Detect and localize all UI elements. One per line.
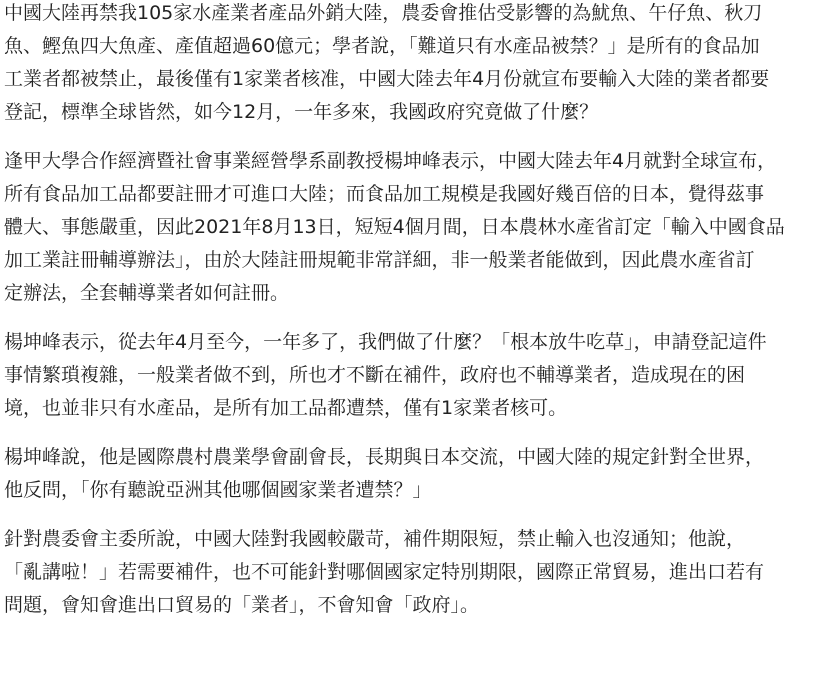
text-line: 逢甲大學合作經濟暨社會事業經營學系副教授楊坤峰表示，中國大陸去年4月就對全球宣布，: [4, 150, 777, 172]
text-line: 登記，標準全球皆然，如今12月，一年多來，我國政府究竟做了什麼？: [4, 101, 599, 123]
text-line: 體大、事態嚴重，因此2021年8月13日，短短4個月間，日本農林水產省訂定「輸入中國食品: [4, 216, 785, 238]
text-line: 定辦法，全套輔導業者如何註冊。: [4, 282, 290, 304]
text-line: 事情繁瑣複雜，一般業者做不到，所也才不斷在補件，政府也不輔導業者，造成現在的困: [4, 364, 746, 386]
paragraph-4: [4, 441, 836, 507]
text-line: 工業者都被禁止，最後僅有1家業者核准，中國大陸去年4月份就宣布要輸入大陸的業者都要: [4, 68, 770, 90]
text-line: 加工業註冊輔導辦法」，由於大陸註冊規範非常詳細，非一般業者能做到，因此農水產省訂: [4, 249, 755, 271]
text-line: 中國大陸再禁我105家水產業者產品外銷大陸，農委會推估受影響的為魷魚、午仔魚、秋刀: [4, 2, 763, 24]
text-line: 問題，會知會進出口貿易的「業者」，不會知會「政府」。: [4, 594, 480, 616]
text-line: 他反問，「你有聽說亞洲其他哪個國家業者遭禁？」: [4, 479, 432, 501]
text-line: 所有食品加工品都要註冊才可進口大陸；而食品加工規模是我國好幾百倍的日本，覺得茲事: [4, 183, 765, 205]
paragraph-3: [4, 326, 836, 425]
text-line: 境，也並非只有水產品，是所有加工品都遭禁，僅有1家業者核可。: [4, 397, 568, 419]
paragraph-2: [4, 145, 836, 310]
text-line: 魚、鰹魚四大魚產、產值超過60億元；學者說，「難道只有水產品被禁？」是所有的食品加: [4, 35, 760, 57]
text-line: 針對農委會主委所說，中國大陸對我國較嚴苛，補件期限短，禁止輸入也沒通知；他說，: [4, 528, 746, 550]
text-line: 楊坤峰說，他是國際農村農業學會副會長，長期與日本交流，中國大陸的規定針對全世界，: [4, 446, 765, 468]
paragraph-5: [4, 523, 836, 622]
paragraph-1: [4, 0, 836, 129]
text-line: 「亂講啦！」若需要補件，也不可能針對哪個國家定特別期限，國際正常貿易，進出口若有: [4, 561, 765, 583]
text-line: 楊坤峰表示，從去年4月至今，一年多了，我們做了什麼？「根本放牛吃草」，申請登記這件: [4, 331, 767, 353]
